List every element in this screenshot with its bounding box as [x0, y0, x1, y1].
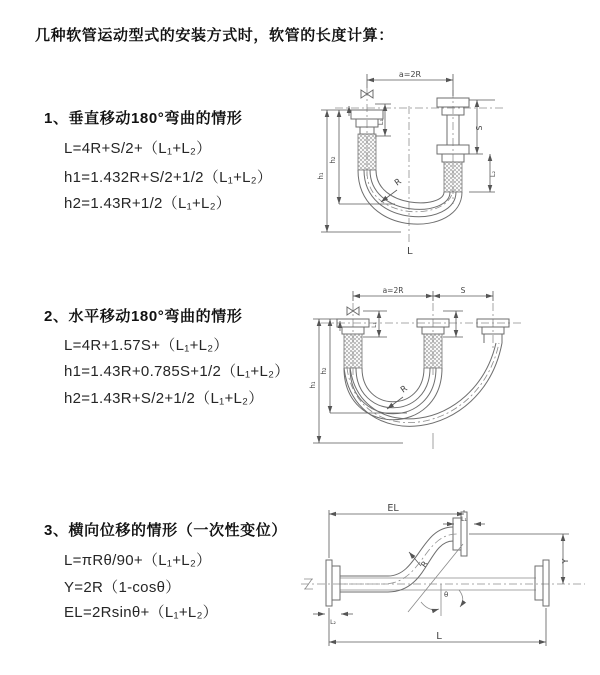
- dim-label-l2: L₂: [489, 170, 497, 178]
- dim-label-theta: θ: [444, 591, 449, 599]
- section-3-formula-EL: EL=2Rsinθ+（L₁+L₂）: [64, 604, 218, 621]
- dim-label-l: L: [436, 631, 442, 642]
- dim-label-r: R: [398, 383, 410, 396]
- section-1-formula-h1: h1=1.432R+S/2+1/2（L₁+L₂）: [64, 169, 273, 186]
- dim-label-h1: h₁: [317, 172, 325, 180]
- section-3-heading: 3、横向位移的情形（一次性变位）: [44, 522, 287, 539]
- dim-label-a2r: a=2R: [398, 70, 422, 79]
- dim-label-l1: L₁: [461, 516, 467, 523]
- dim-label-a2r: a=2R: [382, 286, 404, 295]
- section-2-heading: 2、水平移动180°弯曲的情形: [44, 308, 243, 325]
- diagram-horizontal-180-bend: [303, 283, 595, 468]
- dim-label-r: R: [419, 559, 430, 570]
- page-title: 几种软管运动型式的安装方式时，软管的长度计算：: [35, 27, 394, 44]
- dim-label-y: Y: [561, 558, 570, 564]
- dim-label-s: S: [475, 125, 484, 131]
- dim-label-h1: h₁: [309, 381, 317, 389]
- section-3-formula-L: L=πRθ/90+（L₁+L₂）: [64, 552, 212, 569]
- section-2-formula-h2: h2=1.43R+S/2+1/2（L₁+L₂）: [64, 390, 264, 407]
- dim-label-h2: h₂: [329, 156, 337, 164]
- dim-label-l1: L₁: [371, 322, 378, 328]
- section-1-formula-L: L=4R+S/2+（L₁+L₂）: [64, 140, 212, 157]
- diagram-lateral-displacement: [293, 502, 595, 667]
- dim-label-l: L: [407, 246, 413, 257]
- dim-label-l2: L₂: [330, 619, 336, 626]
- section-2-formula-h1: h1=1.43R+0.785S+1/2（L₁+L₂）: [64, 363, 290, 380]
- section-2-formula-L: L=4R+1.57S+（L₁+L₂）: [64, 337, 229, 354]
- diagram-vertical-180-bend: [305, 64, 590, 267]
- section-1-formula-h2: h2=1.43R+1/2（L₁+L₂）: [64, 195, 232, 212]
- dim-label-el: EL: [387, 503, 399, 514]
- dim-label-s: S: [460, 286, 466, 295]
- section-3-formula-Y: Y=2R（1-cosθ）: [64, 579, 181, 596]
- dim-label-r: R: [392, 176, 404, 189]
- dim-label-l1: L₁: [377, 118, 385, 126]
- section-1-heading: 1、垂直移动180°弯曲的情形: [44, 110, 243, 127]
- dim-label-h2: h₂: [320, 367, 328, 375]
